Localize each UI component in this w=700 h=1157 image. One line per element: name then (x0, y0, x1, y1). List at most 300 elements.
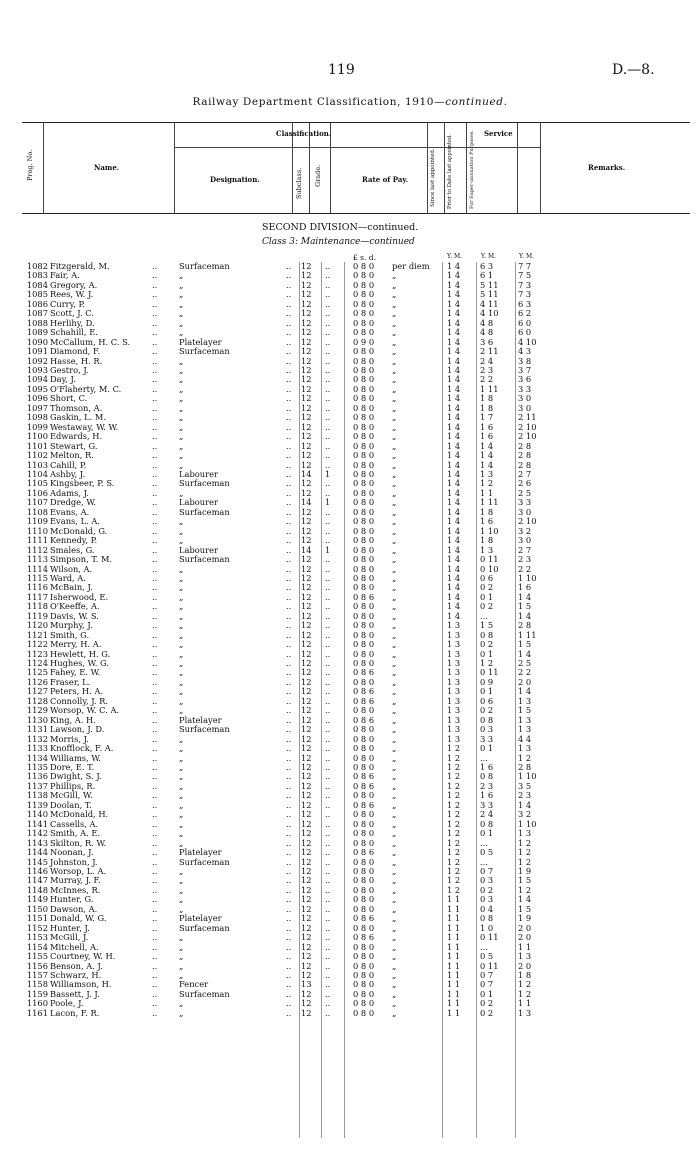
leader-dots: .. (152, 847, 158, 858)
leader-dots: .. (286, 421, 292, 432)
designation: „ (179, 639, 184, 650)
since-last: 1 3 (447, 658, 461, 669)
pay-period: „ (392, 998, 397, 1009)
staff-name: Kingsbeer, P. S. (50, 478, 115, 489)
designation: „ (179, 818, 184, 829)
superannuation: 7 3 (518, 279, 532, 290)
leader-dots: .. (286, 695, 292, 706)
grade: 1 (325, 544, 331, 555)
subclass: 12 (301, 969, 312, 980)
grade: .. (325, 809, 331, 820)
superannuation: 1 2 (518, 837, 532, 848)
grade: .. (325, 308, 331, 319)
grade: .. (325, 951, 331, 962)
title-main: Railway Department Classification, 1910— (192, 96, 446, 108)
subclass: 14 (301, 468, 312, 479)
designation: Fencer (179, 979, 209, 990)
staff-name: Fair, A. (50, 270, 80, 281)
subclass: 12 (301, 903, 312, 914)
leader-dots: .. (286, 601, 292, 612)
pay-period: „ (392, 610, 397, 621)
rate-of-pay: 0 8 6 (353, 780, 375, 791)
table-row (0, 659, 700, 668)
leader-dots: .. (286, 913, 292, 924)
rate-of-pay: 0 8 0 (353, 639, 375, 650)
table-row (0, 536, 700, 545)
superannuation: 3 0 (518, 393, 532, 404)
grade: .. (325, 743, 331, 754)
superannuation: 2 8 (518, 450, 532, 461)
rate-of-pay: 0 8 0 (353, 790, 375, 801)
table-row (0, 678, 700, 687)
leader-dots: .. (152, 866, 158, 876)
rate-of-pay: 0 8 0 (353, 733, 375, 744)
leader-dots: .. (286, 809, 292, 820)
since-last: 1 2 (447, 856, 461, 867)
superannuation: 2 0 (518, 960, 532, 971)
leader-dots: .. (152, 743, 158, 754)
designation: „ (179, 364, 184, 375)
pay-period: „ (392, 790, 397, 801)
prior-to-date: 1 0 (480, 922, 494, 933)
grade: .. (325, 780, 331, 791)
leader-dots: .. (286, 412, 292, 423)
leader-dots: .. (286, 535, 292, 546)
designation: „ (179, 572, 184, 583)
prog-no: 1095 (26, 383, 48, 394)
since-last: 1 4 (447, 336, 461, 347)
designation: „ (179, 383, 184, 394)
grade: .. (325, 847, 331, 858)
superannuation: 4 10 (518, 336, 537, 347)
table-row (0, 848, 700, 857)
rate-of-pay: 0 8 6 (353, 695, 375, 706)
prog-no: 1100 (26, 431, 48, 442)
leader-dots: .. (152, 837, 158, 848)
rate-of-pay: 0 8 0 (353, 317, 375, 328)
staff-name: Williamson, H. (50, 979, 112, 990)
grade: .. (325, 355, 331, 366)
rate-of-pay: 0 8 6 (353, 686, 375, 697)
pay-period: „ (392, 809, 397, 820)
superannuation: 1 1 (518, 998, 532, 1009)
pay-period: „ (392, 771, 397, 782)
leader-dots: .. (286, 998, 292, 1009)
superannuation: 3 0 (518, 506, 532, 517)
pay-period: „ (392, 563, 397, 574)
leader-dots: .. (286, 308, 292, 319)
prior-to-date: 1 8 (480, 402, 494, 413)
superannuation: 3 3 (518, 383, 532, 394)
superannuation: 1 4 (518, 894, 532, 905)
leader-dots: .. (286, 818, 292, 829)
staff-name: Schahill, E. (50, 327, 98, 338)
class-heading: Class 3: Maintenance—continued (262, 237, 415, 247)
subclass: 12 (301, 535, 312, 546)
superannuation: 1 4 (518, 686, 532, 697)
header-rate: Rate of Pay. (362, 175, 409, 184)
leader-dots: .. (286, 279, 292, 290)
table-row (0, 593, 700, 602)
leader-dots: .. (152, 317, 158, 328)
subclass: 12 (301, 516, 312, 527)
staff-name: Morris, J. (50, 733, 89, 744)
leader-dots: .. (152, 856, 158, 867)
leader-dots: .. (152, 733, 158, 744)
subclass: 12 (301, 478, 312, 489)
table-row (0, 271, 700, 280)
leader-dots: .. (152, 327, 158, 338)
prior-to-date: 0 2 (480, 582, 494, 593)
table-row (0, 347, 700, 356)
staff-name: Curry, P. (50, 298, 86, 309)
prior-to-date: 1 10 (480, 525, 499, 536)
pay-period: „ (392, 752, 397, 763)
subclass: 12 (301, 327, 312, 338)
leader-dots: .. (152, 714, 158, 725)
table-row (0, 886, 700, 895)
leader-dots: .. (152, 771, 158, 782)
subclass: 12 (301, 695, 312, 706)
staff-name: Gregory, A. (50, 279, 98, 290)
pay-period: „ (392, 421, 397, 432)
leader-dots: .. (286, 544, 292, 555)
superannuation: 2 3 (518, 790, 532, 801)
leader-dots: .. (286, 724, 292, 735)
rate-of-pay: 0 8 0 (353, 601, 375, 612)
rate-of-pay: 0 8 0 (353, 1007, 375, 1018)
grade: .. (325, 383, 331, 394)
leader-dots: .. (152, 828, 158, 839)
table-row (0, 281, 700, 290)
rate-of-pay: 0 8 0 (353, 279, 375, 290)
rate-of-pay: 0 8 6 (353, 913, 375, 924)
staff-name: Smith, A. E. (50, 828, 101, 839)
designation: „ (179, 667, 184, 678)
subclass: 12 (301, 402, 312, 413)
prog-no: 1096 (26, 393, 48, 404)
subclass: 12 (301, 667, 312, 678)
leader-dots: .. (286, 752, 292, 763)
grade: .. (325, 610, 331, 621)
subclass: 12 (301, 724, 312, 735)
pay-period: „ (392, 733, 397, 744)
superannuation: 1 9 (518, 866, 532, 876)
superannuation: 2 5 (518, 658, 532, 669)
prog-no: 1151 (26, 913, 48, 924)
pay-period: „ (392, 884, 397, 895)
since-last: 1 4 (447, 364, 461, 375)
prior-to-date: 2 4 (480, 809, 494, 820)
pay-period: „ (392, 828, 397, 839)
prior-to-date: 3 3 (480, 733, 494, 744)
table-row (0, 839, 700, 848)
rate-of-pay: 0 8 0 (353, 922, 375, 933)
grade: .. (325, 535, 331, 546)
prior-to-date: 1 3 (480, 468, 494, 479)
prior-to-date: 0 11 (480, 960, 499, 971)
leader-dots: .. (152, 648, 158, 659)
grade: .. (325, 298, 331, 309)
superannuation: 1 3 (518, 951, 532, 962)
designation: „ (179, 903, 184, 914)
pay-period: „ (392, 393, 397, 404)
leader-dots: .. (286, 960, 292, 971)
superannuation: 2 8 (518, 762, 532, 773)
prog-no: 1102 (26, 450, 48, 461)
prog-no: 1093 (26, 364, 48, 375)
leader-dots: .. (286, 591, 292, 602)
table-row (0, 338, 700, 347)
leader-dots: .. (286, 969, 292, 980)
table-row (0, 262, 700, 271)
title-suffix: continued. (445, 96, 508, 108)
grade: 1 (325, 468, 331, 479)
subclass: 12 (301, 336, 312, 347)
since-last: 1 3 (447, 639, 461, 650)
leader-dots: .. (286, 799, 292, 810)
rate-of-pay: 0 8 6 (353, 847, 375, 858)
grade: .. (325, 525, 331, 536)
ym-units-1: Y. M. (447, 253, 463, 260)
grade: .. (325, 336, 331, 347)
grade: .. (325, 516, 331, 527)
pay-period: „ (392, 298, 397, 309)
since-last: 1 1 (447, 932, 461, 943)
prior-to-date: 0 8 (480, 771, 494, 782)
pay-period: „ (392, 327, 397, 338)
subclass: 12 (301, 714, 312, 725)
prog-no: 1097 (26, 402, 48, 413)
rate-of-pay: 0 8 0 (353, 327, 375, 338)
staff-name: McInnes, R. (50, 884, 101, 895)
superannuation: 3 3 (518, 497, 532, 508)
prior-to-date: 6 3 (480, 261, 494, 271)
leader-dots: .. (286, 582, 292, 593)
subclass: 12 (301, 998, 312, 1009)
rate-of-pay: 0 8 0 (353, 393, 375, 404)
superannuation: 1 3 (518, 714, 532, 725)
table-row (0, 763, 700, 772)
designation: „ (179, 601, 184, 612)
pay-period: „ (392, 554, 397, 565)
table-row (0, 754, 700, 763)
staff-name: Skilton, R. W. (50, 837, 107, 848)
table-row (0, 555, 700, 564)
since-last: 1 4 (447, 525, 461, 536)
superannuation: 1 2 (518, 988, 532, 999)
prog-no: 1142 (26, 828, 48, 839)
prog-no: 1088 (26, 317, 48, 328)
staff-name: Bassett, J. J. (50, 988, 100, 999)
staff-name: Diamond, F. (50, 346, 101, 357)
since-last: 1 4 (447, 459, 461, 470)
superannuation: 6 0 (518, 317, 532, 328)
prior-to-date: 1 6 (480, 516, 494, 527)
subclass: 12 (301, 1007, 312, 1018)
superannuation: 7 7 (518, 261, 532, 271)
subclass: 12 (301, 412, 312, 423)
pay-period: „ (392, 364, 397, 375)
leader-dots: .. (286, 629, 292, 640)
prior-to-date: ... (480, 856, 488, 867)
grade: .. (325, 591, 331, 602)
designation: Platelayer (179, 336, 222, 347)
staff-name: Short, C. (50, 393, 88, 404)
leader-dots: .. (286, 676, 292, 687)
superannuation: 2 8 (518, 459, 532, 470)
grade: .. (325, 686, 331, 697)
pay-period: „ (392, 591, 397, 602)
leader-dots: .. (152, 610, 158, 621)
prior-to-date: 0 11 (480, 667, 499, 678)
superannuation: 1 11 (518, 629, 537, 640)
prior-to-date: 1 7 (480, 412, 494, 423)
prior-to-date: 0 7 (480, 969, 494, 980)
pay-period: „ (392, 459, 397, 470)
prior-to-date: ... (480, 610, 488, 621)
prog-no: 1126 (26, 676, 48, 687)
pay-period: „ (392, 355, 397, 366)
leader-dots: .. (286, 866, 292, 876)
pay-period: „ (392, 780, 397, 791)
pay-period: „ (392, 336, 397, 347)
pay-period: „ (392, 856, 397, 867)
grade: .. (325, 903, 331, 914)
prog-no: 1094 (26, 374, 48, 385)
since-last: 1 4 (447, 591, 461, 602)
rate-of-pay: 0 8 0 (353, 402, 375, 413)
leader-dots: .. (152, 279, 158, 290)
subclass: 12 (301, 894, 312, 905)
pay-period: „ (392, 308, 397, 319)
designation: „ (179, 450, 184, 461)
superannuation: 6 3 (518, 298, 532, 309)
leader-dots: .. (152, 497, 158, 508)
prog-no: 1157 (26, 969, 48, 980)
staff-name: Kennedy, P. (50, 535, 98, 546)
prog-no: 1131 (26, 724, 48, 735)
subclass: 12 (301, 743, 312, 754)
prog-no: 1150 (26, 903, 48, 914)
staff-name: O'Keeffe, A. (50, 601, 100, 612)
since-last: 1 4 (447, 393, 461, 404)
rate-of-pay: 0 8 0 (353, 383, 375, 394)
pay-period: „ (392, 383, 397, 394)
subclass: 12 (301, 752, 312, 763)
table-row (0, 791, 700, 800)
prior-to-date: 0 1 (480, 828, 494, 839)
grade: .. (325, 421, 331, 432)
superannuation: 2 0 (518, 922, 532, 933)
subclass: 12 (301, 270, 312, 281)
staff-name: Ward, A. (50, 572, 86, 583)
designation: Surfaceman (179, 478, 230, 489)
prior-to-date: 0 10 (480, 563, 499, 574)
prog-no: 1158 (26, 979, 48, 990)
superannuation: 1 3 (518, 828, 532, 839)
subclass: 12 (301, 847, 312, 858)
subclass: 14 (301, 544, 312, 555)
rate-of-pay: 0 8 0 (353, 856, 375, 867)
leader-dots: .. (152, 667, 158, 678)
leader-dots: .. (152, 913, 158, 924)
superannuation: 6 2 (518, 308, 532, 319)
designation: „ (179, 969, 184, 980)
prior-to-date: 1 4 (480, 450, 494, 461)
grade: .. (325, 913, 331, 924)
subclass: 12 (301, 941, 312, 952)
leader-dots: .. (286, 572, 292, 583)
staff-name: Thomson, A. (50, 402, 103, 413)
table-row (0, 914, 700, 923)
since-last: 1 4 (447, 535, 461, 546)
designation: „ (179, 866, 184, 876)
table-row (0, 999, 700, 1008)
rate-of-pay: 0 8 0 (353, 459, 375, 470)
subclass: 12 (301, 431, 312, 442)
designation: „ (179, 289, 184, 300)
superannuation: 3 0 (518, 535, 532, 546)
pay-period: „ (392, 922, 397, 933)
rate-of-pay: 0 8 0 (353, 298, 375, 309)
leader-dots: .. (286, 478, 292, 489)
leader-dots: .. (152, 478, 158, 489)
prog-no: 1136 (26, 771, 48, 782)
prog-no: 1119 (26, 610, 48, 621)
rate-of-pay: 0 8 0 (353, 497, 375, 508)
leader-dots: .. (152, 289, 158, 300)
grade: .. (325, 629, 331, 640)
grade: .. (325, 922, 331, 933)
since-last: 1 4 (447, 412, 461, 423)
subclass: 12 (301, 506, 312, 517)
leader-dots: .. (152, 270, 158, 281)
rate-of-pay: 0 8 0 (353, 969, 375, 980)
superannuation: 1 5 (518, 601, 532, 612)
prog-no: 1115 (26, 572, 48, 583)
prior-to-date: 2 11 (480, 346, 499, 357)
since-last: 1 4 (447, 308, 461, 319)
table-row (0, 810, 700, 819)
leader-dots: .. (152, 1007, 158, 1018)
prior-to-date: 0 1 (480, 988, 494, 999)
superannuation: 3 2 (518, 809, 532, 820)
pay-period: „ (392, 289, 397, 300)
leader-dots: .. (286, 327, 292, 338)
prior-to-date: 0 1 (480, 743, 494, 754)
grade: .. (325, 932, 331, 943)
designation: Surfaceman (179, 346, 230, 357)
staff-name: Phillips, R. (50, 780, 96, 791)
pay-period: „ (392, 525, 397, 536)
subclass: 12 (301, 686, 312, 697)
table-row (0, 1009, 700, 1018)
prog-no: 1099 (26, 421, 48, 432)
subclass: 12 (301, 459, 312, 470)
prog-no: 1123 (26, 648, 48, 659)
rate-of-pay: 0 8 0 (353, 582, 375, 593)
designation: „ (179, 799, 184, 810)
prior-to-date: 0 8 (480, 913, 494, 924)
prog-no: 1160 (26, 998, 48, 1009)
subclass: 12 (301, 355, 312, 366)
designation: „ (179, 1007, 184, 1018)
staff-name: Wilson, A. (50, 563, 93, 574)
prog-no: 1113 (26, 554, 48, 565)
rate-of-pay: 0 8 0 (353, 554, 375, 565)
table-row (0, 319, 700, 328)
